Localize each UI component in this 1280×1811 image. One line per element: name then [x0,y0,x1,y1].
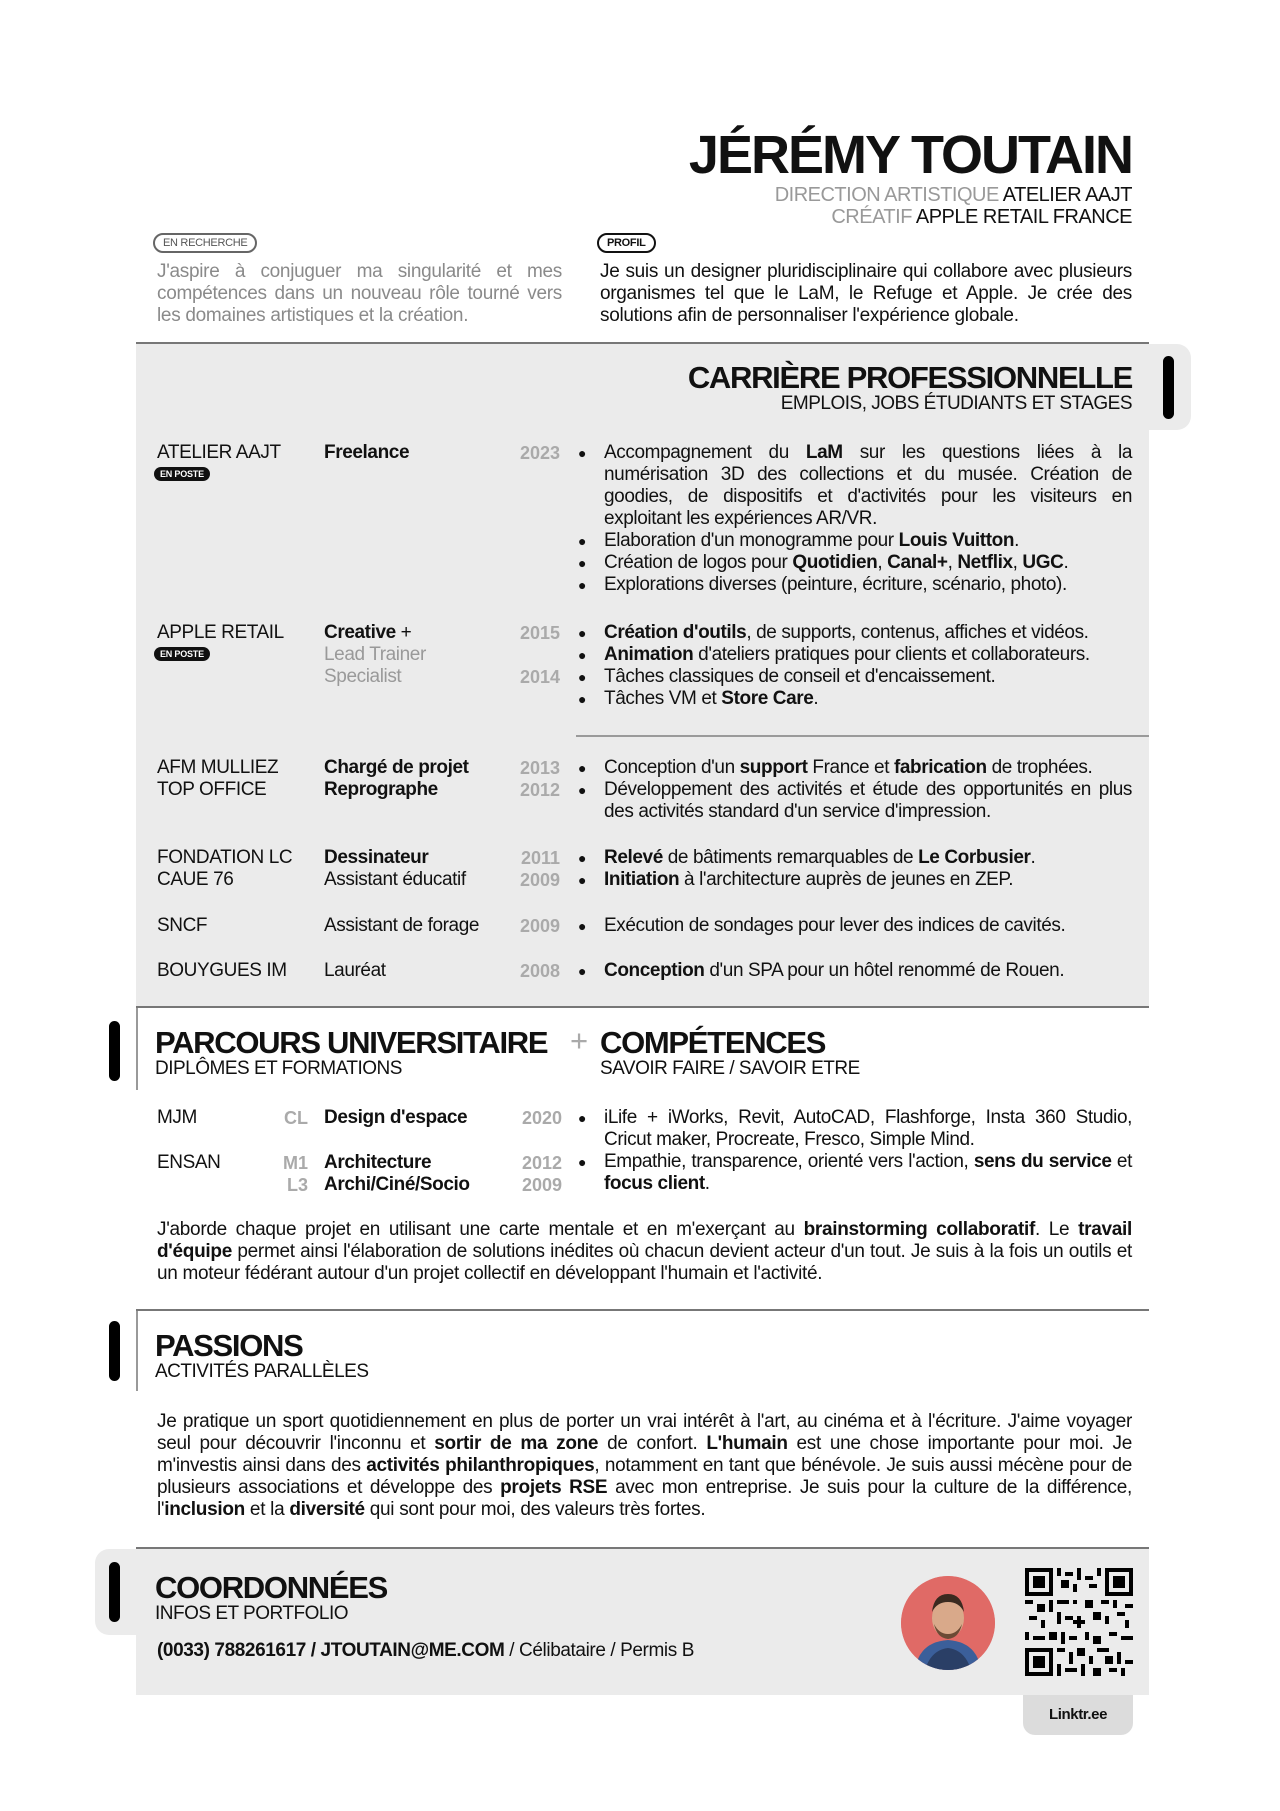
job-role: Creative + [324,622,412,643]
job-bullet: ● Création de logos pour Quotidien, Canal+, Netflix, UGC. [578,552,1132,574]
approach-text: J'aborde chaque projet en utilisant une carte mentale et en m'exerçant au brainstorming collaboratif. Le travail d'équipe permet ainsi l'élaboration de solutions inédites où chacun devient acteur d'un tout. Je suis à la fois un outils et un moteur fédérant autour d'un projet collectif en développant l'humain et l'activité. [157,1219,1132,1284]
skill-bullet: ● iLife + iWorks, Revit, AutoCAD, Flashforge, Insta 360 Studio, Cricut maker, Procreate, Fresco, Simple Mind. [578,1107,1132,1151]
job-role: Assistant de forage [324,915,480,936]
skill-bullet: ● Empathie, transparence, orienté vers l'action, sens du service et focus client. [578,1151,1132,1195]
job-bullets [578,442,1132,596]
header-role-1: DIRECTION ARTISTIQUE ATELIER AAJT [774,184,1132,206]
company-name: CAUE 76 [157,869,234,890]
job-year: 2011 [520,848,560,868]
contact-title: COORDONNÉES [155,1570,388,1605]
job-role: Chargé de projet [324,757,469,778]
job-role-secondary: Lead Trainer [324,644,426,665]
portrait-photo [901,1576,995,1670]
degree-level: CL [284,1108,308,1128]
degree-year: 2009 [521,1175,562,1195]
job-bullet: ● Développement des activités et étude des opportunités en plus des activités standard d'un service d'impression. [578,779,1132,823]
section-marker-bar [109,1562,120,1622]
profile-pill: PROFIL [597,233,656,253]
company-name: SNCF [157,915,208,936]
qr-code[interactable] [1025,1568,1133,1676]
objective-text: J'aspire à conjuguer ma singularité et mes compétences dans un nouveau rôle tourné vers les domaines artistiques et la création. [157,261,562,326]
job-year: 2012 [519,780,560,800]
section-marker-bar [109,1321,120,1381]
job-role-secondary: Specialist [324,666,402,687]
profile-text: Je suis un designer pluridisciplinaire qui collabore avec plusieurs organismes tel que le LaM, le Refuge et Apple. Je crée des solutions afin de personnaliser l'expérience globale. [600,261,1132,326]
contact-line: (0033) 788261617 / JTOUTAIN@ME.COM / Célibataire / Permis B [157,1640,694,1661]
job-bullet: ● Conception d'un support France et fabrication de trophées. [578,757,1132,779]
degree-level: L3 [286,1175,308,1195]
job-role: Lauréat [324,960,386,981]
divider [576,735,1149,737]
career-subtitle: EMPLOIS, JOBS ÉTUDIANTS ET STAGES [780,393,1132,414]
degree-name: Archi/Ciné/Socio [324,1174,470,1195]
degree-year: 2020 [521,1108,562,1128]
job-year: 2009 [519,916,560,936]
degree-year: 2012 [521,1153,562,1173]
education-title: PARCOURS UNIVERSITAIRE [155,1025,548,1060]
contact-subtitle: INFOS ET PORTFOLIO [155,1603,348,1624]
job-role: Dessinateur [324,847,429,868]
job-bullet: ● Initiation à l'architecture auprès de jeunes en ZEP. [578,869,1132,891]
passions-title: PASSIONS [155,1328,303,1363]
company-name: APPLE RETAIL [157,622,284,643]
job-bullet: ● Animation d'ateliers pratiques pour clients et collaborateurs. [578,644,1132,666]
degree-level: M1 [282,1153,308,1173]
education-subtitle: DIPLÔMES ET FORMATIONS [155,1058,402,1079]
plus-separator: + [570,1023,587,1058]
section-edge [136,1008,138,1090]
job-role: Reprographe [324,779,438,800]
degree-name: Architecture [324,1152,432,1173]
career-title: CARRIÈRE PROFESSIONNELLE [687,360,1132,395]
avatar [901,1576,995,1670]
company-name: AFM MULLIEZ [157,757,279,778]
job-bullet: ● Conception d'un SPA pour un hôtel renommé de Rouen. [578,960,1132,982]
section-marker-bar [109,1021,120,1081]
job-year: 2014 [519,667,560,687]
job-bullet: ● Tâches classiques de conseil et d'encaissement. [578,666,1132,688]
skills-subtitle: SAVOIR FAIRE / SAVOIR ETRE [600,1058,860,1079]
job-bullet: ● Accompagnement du LaM sur les questions liées à la numérisation 3D des collections et du musée. Création de goodies, de dispositifs et d'activités pour les visiteurs en exploitant les expériences AR/VR. [578,442,1132,530]
job-bullet: ● Explorations diverses (peinture, écriture, scénario, photo). [578,574,1132,596]
job-role: Freelance [324,442,410,463]
status-pill: EN RECHERCHE [153,233,257,253]
candidate-name: JÉRÉMY TOUTAIN [688,125,1132,185]
company-name: TOP OFFICE [157,779,267,800]
job-bullet: ● Elaboration d'un monogramme pour Louis Vuitton. [578,530,1132,552]
job-role: Assistant éducatif [324,869,466,890]
job-bullet: ● Création d'outils, de supports, contenus, affiches et vidéos. [578,622,1132,644]
header-role-2: CRÉATIF APPLE RETAIL FRANCE [831,206,1132,228]
section-edge [136,1311,138,1391]
job-year: 2015 [519,623,560,643]
job-bullets [578,757,1132,823]
company-name: FONDATION LC [157,847,293,868]
school-name: MJM [157,1107,197,1128]
job-year: 2009 [519,870,560,890]
job-bullet: ● Tâches VM et Store Care. [578,688,1132,710]
job-year: 2008 [519,961,560,981]
job-bullets [578,622,1132,710]
company-name: ATELIER AAJT [157,442,281,463]
divider [136,1006,1149,1008]
skills-bullets [578,1107,1132,1195]
contact-phone-email[interactable]: (0033) 788261617 / JTOUTAIN@ME.COM [157,1640,505,1661]
current-badge: EN POSTE [154,647,210,661]
qr-code-icon [1025,1568,1133,1676]
job-bullets [578,960,1132,982]
company-name: BOUYGUES IM [157,960,287,981]
job-bullets [578,847,1132,891]
job-year: 2023 [519,443,560,463]
divider [136,1309,1149,1311]
linktree-link[interactable]: Linktr.ee [1023,1695,1133,1735]
job-year: 2013 [519,758,560,778]
school-name: ENSAN [157,1152,221,1173]
job-bullets [578,915,1132,937]
passions-text: Je pratique un sport quotidiennement en plus de porter un vrai intérêt à l'art, au cinéma et à l'écriture. J'aime voyager seul pour découvrir l'inconnu et sortir de ma zone de confort. L'humain est une chose importante pour moi. Je m'investis ainsi dans des activités philanthropiques, notamment en tant que bénévole. Je suis aussi mécène pour de plusieurs associations et développe des projets RSE avec mon entreprise. Je suis pour la culture de la différence, l'inclusion et la diversité qui sont pour moi, des valeurs très fortes. [157,1411,1132,1520]
passions-subtitle: ACTIVITÉS PARALLÈLES [155,1361,369,1382]
degree-name: Design d'espace [324,1107,468,1128]
job-bullet: ● Relevé de bâtiments remarquables de Le Corbusier. [578,847,1132,869]
skills-title: COMPÉTENCES [600,1025,826,1060]
current-badge: EN POSTE [154,467,210,481]
section-marker-bar [1163,356,1174,419]
job-bullet: ● Exécution de sondages pour lever des indices de cavités. [578,915,1132,937]
